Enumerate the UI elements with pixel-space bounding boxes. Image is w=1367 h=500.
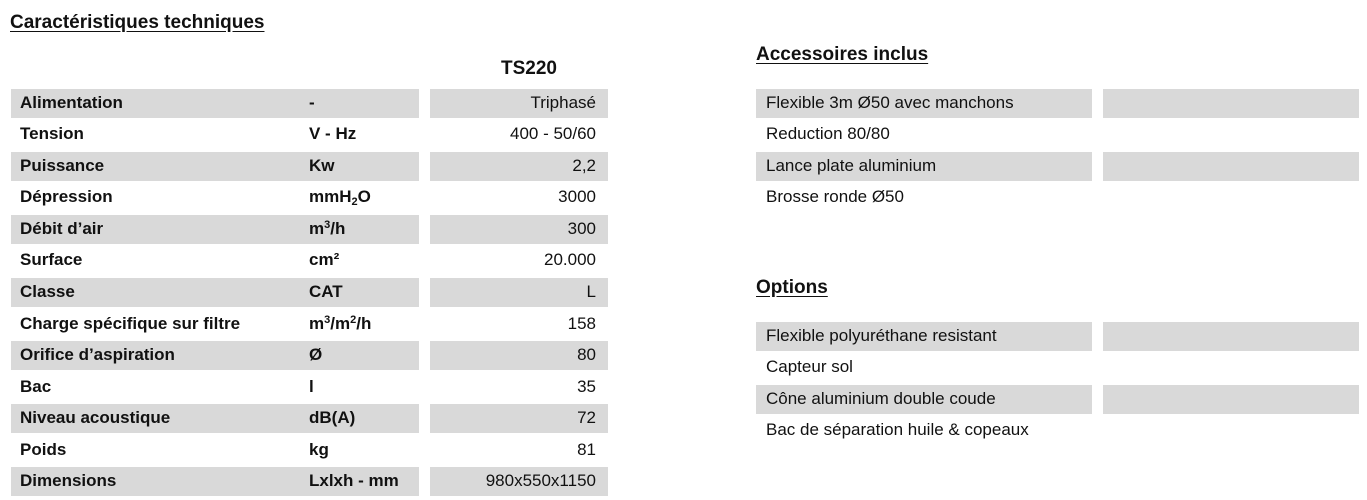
accessory-label: Lance plate aluminium xyxy=(756,152,1092,181)
spec-label: Bac xyxy=(20,377,52,396)
accessory-label: Brosse ronde Ø50 xyxy=(766,187,904,206)
option-label: Flexible polyuréthane resistant xyxy=(756,322,1092,351)
spec-unit: Lxlxh - mm xyxy=(309,471,399,490)
spec-value: 80 xyxy=(430,341,608,370)
spec-unit: Ø xyxy=(309,345,323,364)
spec-unit: cm² xyxy=(309,250,340,269)
spec-unit: $m^3/h$ xyxy=(309,219,346,238)
accessory-extra-cell xyxy=(1103,152,1359,181)
spec-unit: dB(A) xyxy=(309,408,356,427)
options-heading: Options xyxy=(756,277,828,298)
spec-label: Débit d’air xyxy=(11,215,419,244)
spec-label: Classe xyxy=(11,278,419,307)
spec-label: Alimentation xyxy=(11,89,419,118)
spec-label: Poids xyxy=(20,440,67,459)
option-label: Bac de séparation huile & copeaux xyxy=(766,420,1029,439)
option-label: Cône aluminium double coude xyxy=(756,385,1092,414)
option-extra-cell xyxy=(1103,322,1359,351)
spec-label: Surface xyxy=(20,250,83,269)
accessory-label: Flexible 3m Ø50 avec manchons xyxy=(756,89,1092,118)
spec-value: 72 xyxy=(430,404,608,433)
spec-label: Puissance xyxy=(11,152,419,181)
spec-value: 400 - 50/60 xyxy=(509,124,596,143)
spec-label: Dépression xyxy=(20,187,113,206)
spec-unit: V - Hz xyxy=(309,124,357,143)
spec-value: 158 xyxy=(567,314,596,333)
spec-value: 3000 xyxy=(558,187,596,206)
spec-unit: $m^3/m^2/h$ xyxy=(309,314,372,333)
accessory-extra-cell xyxy=(1103,183,1359,212)
spec-unit: kg xyxy=(309,440,329,459)
spec-value: 81 xyxy=(577,440,596,459)
spec-value: 35 xyxy=(577,377,596,396)
accessory-extra-cell xyxy=(1103,120,1359,149)
spec-value: Triphasé xyxy=(430,89,608,118)
accessory-label: Reduction 80/80 xyxy=(766,124,890,143)
option-label: Capteur sol xyxy=(766,357,853,376)
accessories-heading: Accessoires inclus xyxy=(756,44,929,65)
specs-heading: Caractéristiques techniques xyxy=(10,12,265,33)
option-extra-cell xyxy=(1103,385,1359,414)
spec-label: Dimensions xyxy=(11,467,419,496)
spec-label: Orifice d’aspiration xyxy=(11,341,419,370)
spec-unit: CAT xyxy=(309,282,343,301)
option-extra-cell xyxy=(1103,416,1359,445)
spec-value: 980x550x1150 xyxy=(430,467,608,496)
spec-value: L xyxy=(430,278,608,307)
spec-unit: mmH$_2$O xyxy=(309,187,371,208)
spec-label: Tension xyxy=(20,124,84,143)
spec-label: Niveau acoustique xyxy=(11,404,419,433)
spec-value: 2,2 xyxy=(430,152,608,181)
spec-label: Charge spécifique sur filtre xyxy=(20,314,241,333)
accessory-extra-cell xyxy=(1103,89,1359,118)
spec-value: 300 xyxy=(430,215,608,244)
spec-unit: l xyxy=(309,377,314,396)
spec-value: 20.000 xyxy=(544,250,596,269)
model-name: TS220 xyxy=(501,58,557,79)
spec-unit: Kw xyxy=(309,156,335,175)
option-extra-cell xyxy=(1103,353,1359,382)
spec-unit: - xyxy=(309,93,315,112)
